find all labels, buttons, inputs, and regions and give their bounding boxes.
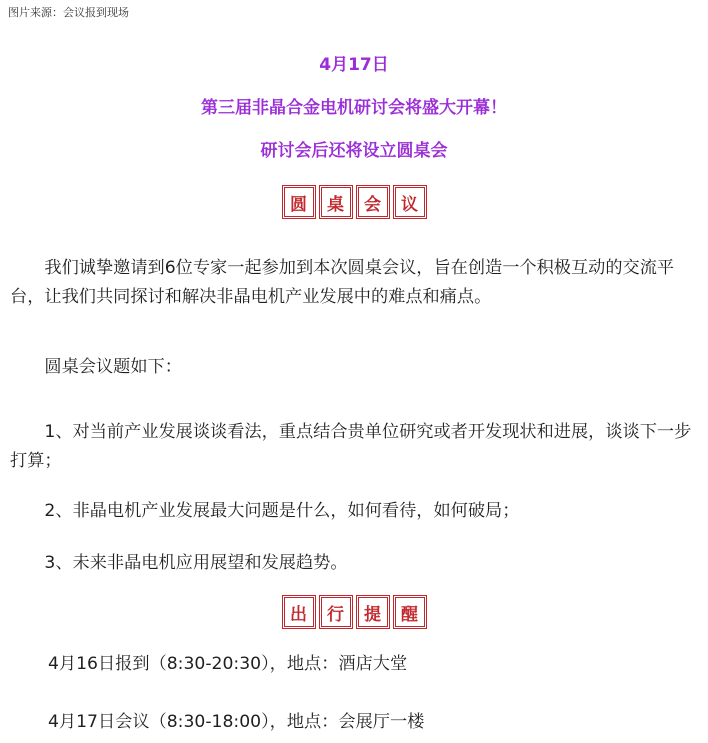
travel-section-heading — [0, 597, 708, 627]
heading-char: 圆 — [284, 187, 314, 217]
roundtable-section-heading — [0, 187, 708, 217]
heading-char: 桌 — [321, 187, 351, 217]
heading-char: 行 — [321, 597, 351, 627]
heading-char: 醒 — [395, 597, 425, 627]
headline-subtitle: 研讨会后还将设立圆桌会 — [260, 141, 448, 161]
topic-item-2: 2、非晶电机产业发展最大问题是什么，如何看待，如何破局； — [44, 501, 520, 521]
heading-char: 议 — [395, 187, 425, 217]
intro-paragraph: 我们诚挚邀请到6位专家一起参加到本次圆桌会议，旨在创造一个积极互动的交流平台，让我们共同探讨和解决非晶电机产业发展中的难点和痛点。 — [10, 258, 675, 307]
headline-date: 4月17日 — [319, 55, 389, 75]
headline-title: 第三届非晶合金电机研讨会将盛大开幕！ — [201, 98, 507, 118]
heading-char: 会 — [358, 187, 388, 217]
heading-char: 出 — [284, 597, 314, 627]
schedule-checkin: 4月16日报到（8:30-20:30），地点：酒店大堂 — [48, 654, 408, 674]
schedule-meeting: 4月17日会议（8:30-18:00），地点：会展厅一楼 — [48, 712, 425, 732]
topics-intro: 圆桌会议题如下： — [44, 357, 182, 377]
topic-item-3: 3、未来非晶电机应用展望和发展趋势。 — [44, 553, 348, 573]
heading-char: 提 — [358, 597, 388, 627]
image-source-caption: 图片来源：会议报到现场 — [8, 6, 129, 19]
topic-item-1: 1、对当前产业发展谈谈看法，重点结合贵单位研究或者开发现状和进展，谈谈下一步打算； — [10, 422, 692, 471]
